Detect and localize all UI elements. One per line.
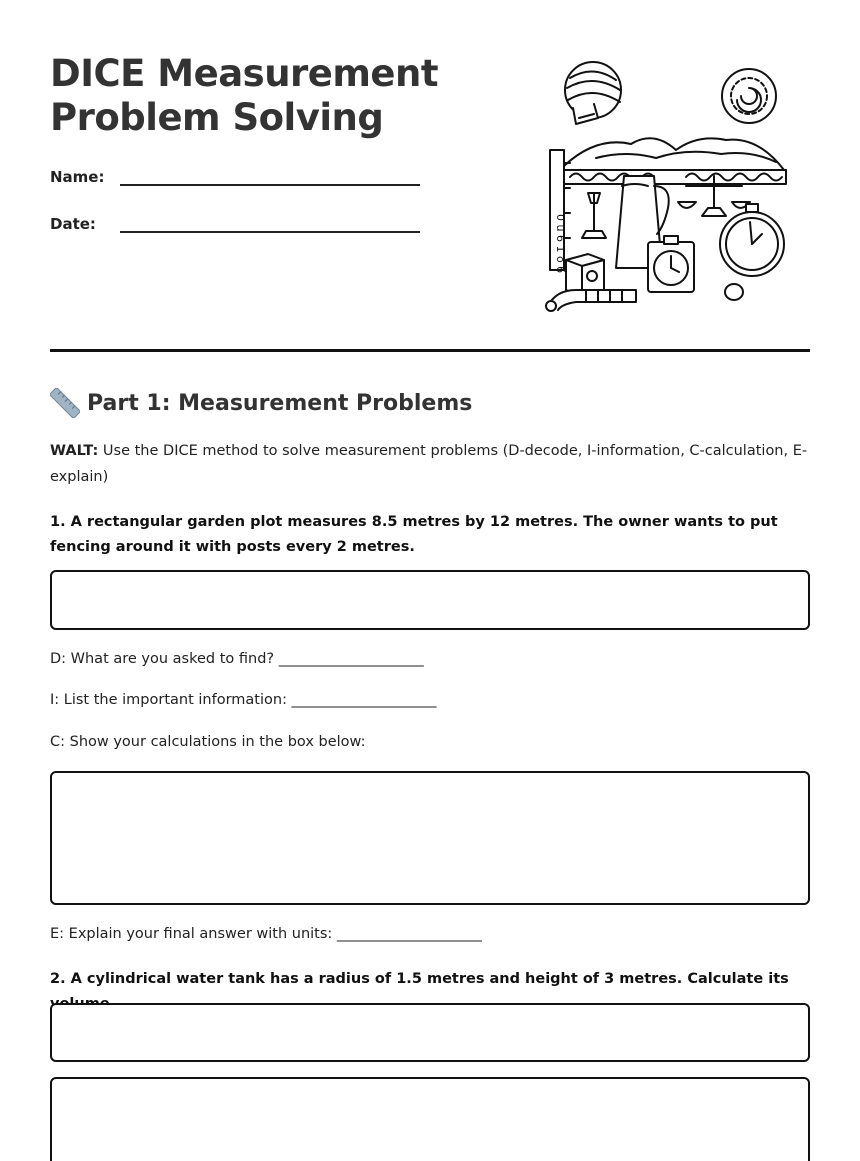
question-1-answer-box[interactable] — [50, 570, 810, 630]
measurement-tools-illustration — [536, 58, 796, 316]
date-label: Date: — [50, 215, 96, 233]
question-1-text: 1. A rectangular garden plot measures 8.5 metres by 12 metres. The owner wants to put fencing around it with posts every 2 metres. — [50, 514, 778, 555]
walt-text: Use the DICE method to solve measurement problems (D-decode, I-information, C-calculation, E-explain) — [50, 443, 808, 485]
name-line[interactable] — [120, 164, 420, 186]
explain-prompt: E: Explain your final answer with units: ____________________ — [50, 926, 482, 942]
part1-heading — [50, 388, 472, 418]
section-divider — [50, 349, 810, 352]
walt-label: WALT: — [50, 443, 99, 459]
tape-measure-icon — [565, 62, 621, 124]
page-title — [50, 52, 490, 140]
stopwatch-icon — [720, 204, 784, 300]
question-2-text: 2. A cylindrical water tank has a radius of 1.5 metres and height of 3 metres. Calculate its — [50, 971, 789, 987]
landscape-icon — [564, 138, 786, 184]
name-label: Name: — [50, 168, 105, 186]
koru-icon — [722, 69, 776, 123]
ruler-icon — [50, 388, 80, 418]
decode-prompt: D: What are you asked to find? ____________________ — [50, 651, 424, 667]
title-line-1: DICE Measurement — [50, 52, 439, 95]
information-prompt: I: List the important information: ____________________ — [50, 692, 437, 708]
name-field — [50, 164, 420, 186]
part1-heading-text: Part 1: Measurement Problems — [87, 390, 473, 416]
calculation-box[interactable] — [50, 771, 810, 905]
walt-statement — [50, 438, 810, 490]
ruler-marks: 0 u 6 1 o 6 — [554, 214, 567, 274]
date-field — [50, 211, 420, 233]
title-line-2: Problem Solving — [50, 96, 384, 139]
clock-icon — [648, 236, 694, 292]
trophy-icon — [582, 193, 606, 238]
question-2-calculation-box[interactable] — [50, 1077, 810, 1161]
question-2-answer-box[interactable] — [50, 1003, 810, 1062]
calculation-prompt: C: Show your calculations in the box below: — [50, 734, 366, 750]
measuring-tape-icon — [546, 290, 636, 311]
date-line[interactable] — [120, 211, 420, 233]
